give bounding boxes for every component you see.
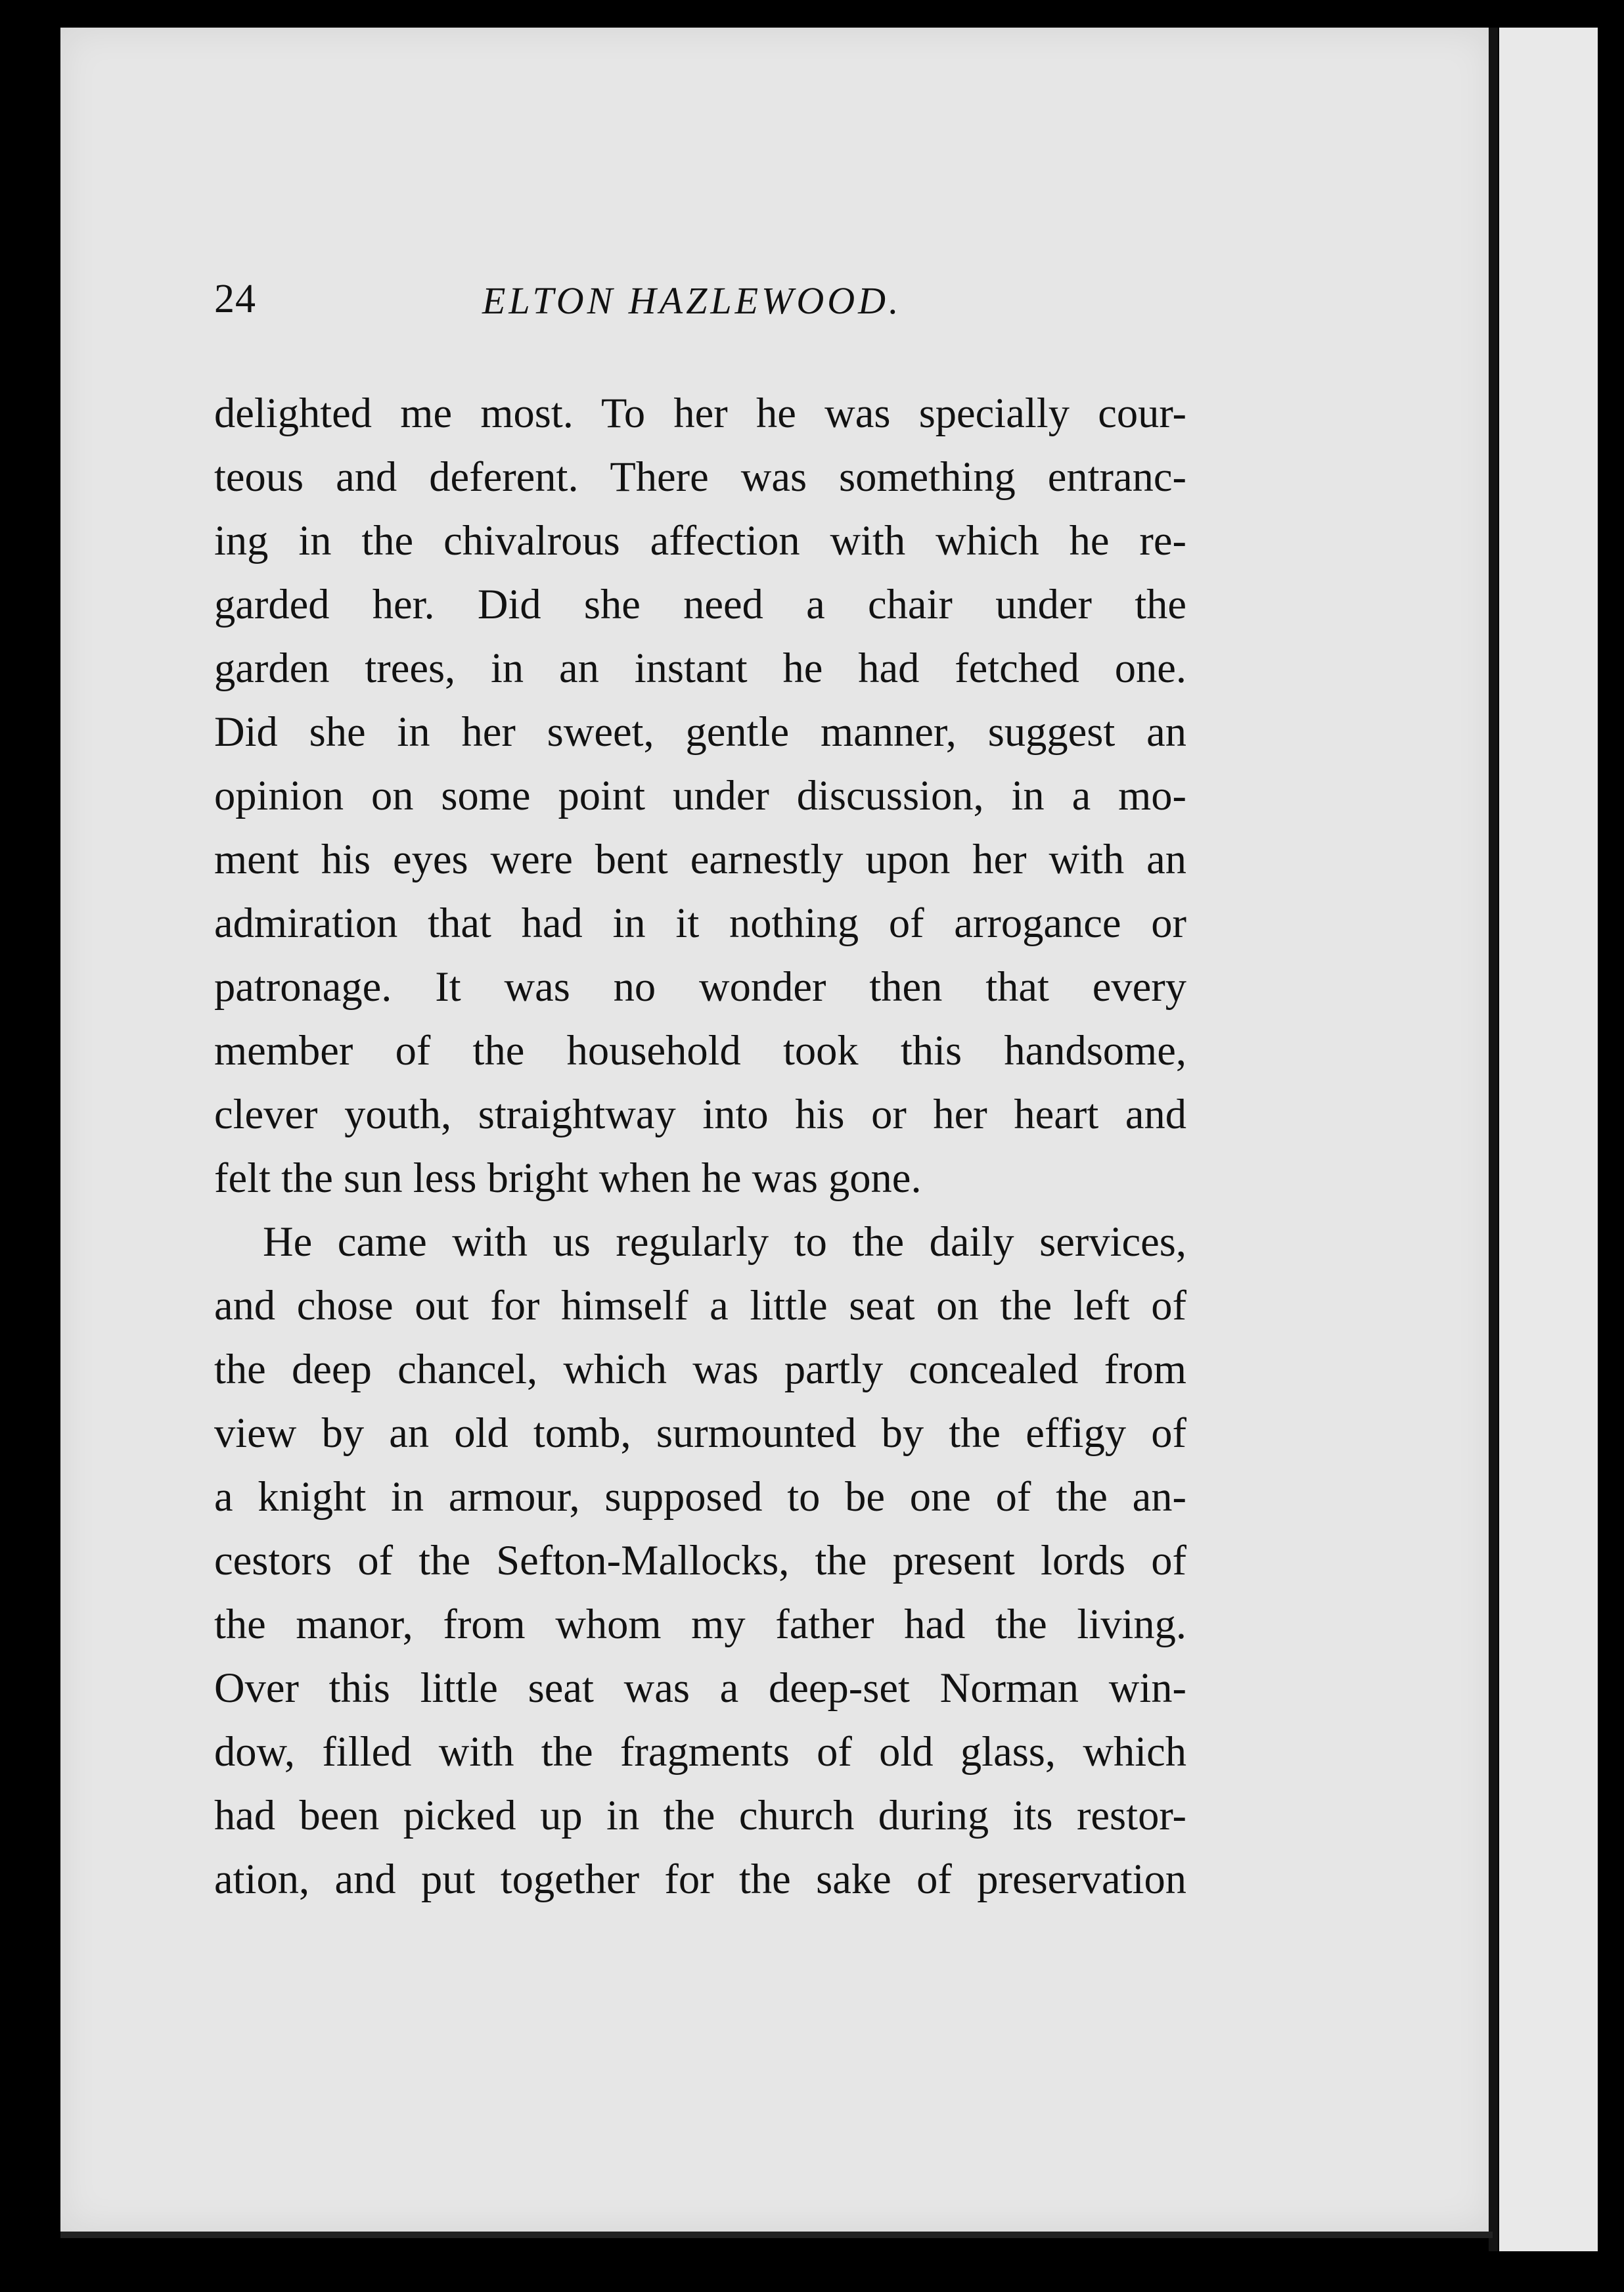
facing-page-edge <box>1499 28 1598 2251</box>
text-line: delighted me most. To her he was specially cour- <box>214 390 1186 436</box>
text-line: Over this little seat was a deep-set Norman win- <box>214 1664 1186 1711</box>
text-line: dow, filled with the fragments of old glass, which <box>214 1728 1186 1775</box>
text-line: garden trees, in an instant he had fetched one. <box>214 645 1186 691</box>
text-line: clever youth, straightway into his or her heart and <box>214 1091 1186 1137</box>
text-line: patronage. It was no wonder then that every <box>214 963 1186 1010</box>
text-line: garded her. Did she need a chair under the <box>214 581 1186 628</box>
paragraph <box>214 1210 1186 1911</box>
text-line: ing in the chivalrous affection with which he re- <box>214 517 1186 564</box>
text-line: view by an old tomb, surmounted by the effigy of <box>214 1410 1186 1456</box>
text-line: Did she in her sweet, gentle manner, suggest an <box>214 708 1186 755</box>
text-line: member of the household took this handsome, <box>214 1027 1186 1074</box>
running-head <box>214 276 1200 329</box>
paragraph <box>214 381 1186 1210</box>
text-line: opinion on some point under discussion, in a mo- <box>214 772 1186 819</box>
body-text <box>214 381 1186 1911</box>
text-line: ation, and put together for the sake of preservation <box>214 1856 1186 1902</box>
text-line: felt the sun less bright when he was gone. <box>214 1155 922 1201</box>
text-line: and chose out for himself a little seat on the left of <box>214 1282 1186 1329</box>
text-line: teous and deferent. There was something entranc- <box>214 453 1186 500</box>
page-gutter <box>1489 28 1498 2251</box>
text-line: the manor, from whom my father had the living. <box>214 1601 1186 1647</box>
text-line: a knight in armour, supposed to be one of the an- <box>214 1473 1186 1520</box>
text-line: cestors of the Sefton-Mallocks, the present lords of <box>214 1537 1186 1584</box>
running-title: ELTON HAZLEWOOD. <box>482 279 902 322</box>
page-bottom-edge <box>60 2232 1493 2238</box>
page-number: 24 <box>214 277 256 321</box>
text-line: the deep chancel, which was partly concealed from <box>214 1346 1186 1392</box>
text-line: He came with us regularly to the daily services, <box>263 1218 1186 1265</box>
text-line: had been picked up in the church during its restor- <box>214 1792 1186 1839</box>
text-line: ment his eyes were bent earnestly upon her with an <box>214 836 1186 882</box>
text-line: admiration that had in it nothing of arrogance or <box>214 900 1186 946</box>
